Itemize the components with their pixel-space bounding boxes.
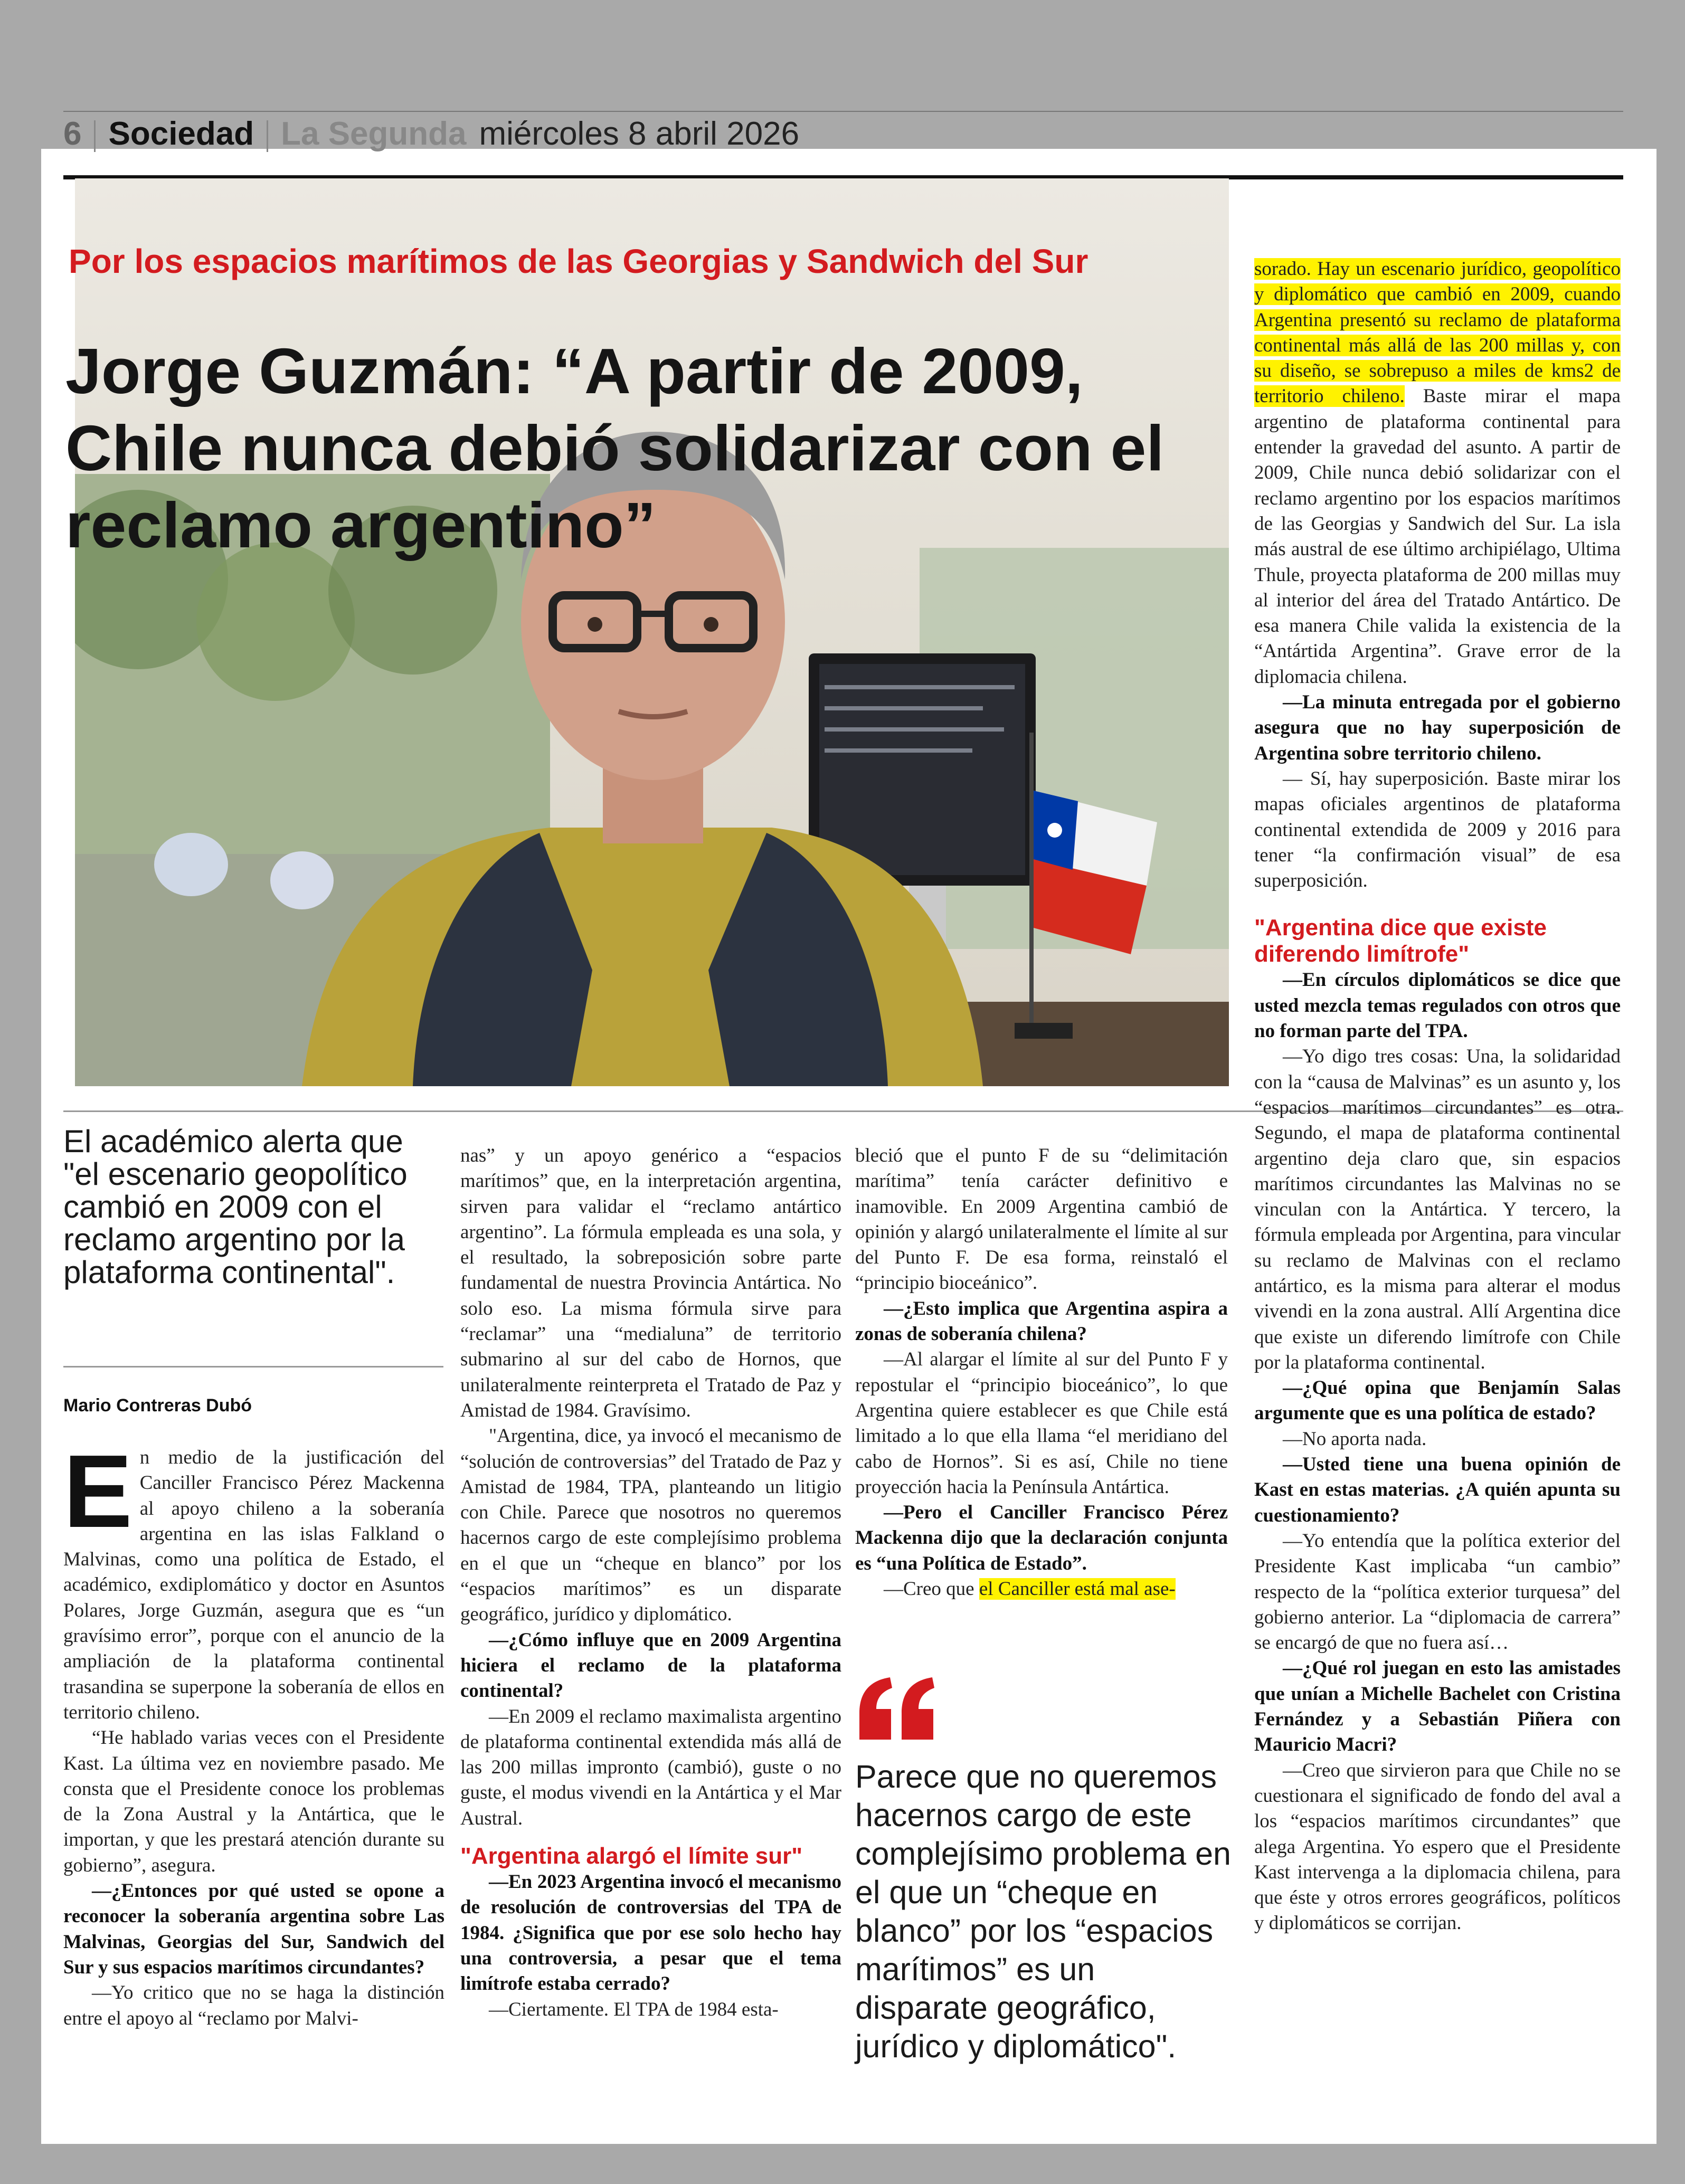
answer-start: —Creo que bbox=[884, 1578, 979, 1600]
text-column-3 bbox=[855, 1143, 1228, 1602]
text-column-2 bbox=[460, 1143, 841, 2022]
paragraph: bleció que el punto F de su “delimitación marítima” tenía carácter definitivo e inamovible. En 2009 Argentina cambió de opinión y alargó unilateralmente el límite al sur del Punto F. De esa forma, reinstaló el “principio bioceánico”. bbox=[855, 1145, 1228, 1294]
interview-question: —En 2023 Argentina invocó el mecanismo de resolución de controversias del TPA de 1984. ¿Significa que por ese solo hecho hay una controversia, a pesar que el tema limítrofe estaba cerrado? bbox=[460, 1871, 841, 1995]
article-kicker: Por los espacios marítimos de las Georgias y Sandwich del Sur bbox=[69, 242, 1088, 280]
paragraph bbox=[1254, 257, 1621, 690]
paragraph: —No aporta nada. bbox=[1283, 1428, 1427, 1450]
drop-cap: E bbox=[63, 1433, 132, 1549]
header-separator bbox=[94, 120, 96, 152]
vase bbox=[154, 833, 228, 896]
eye bbox=[704, 617, 718, 632]
subheading: "Argentina dice que existe diferendo limítrofe" bbox=[1254, 915, 1547, 967]
portrait-illustration bbox=[75, 178, 1229, 1086]
screen-text-line bbox=[825, 685, 1015, 689]
paragraph: — Sí, hay superposición. Baste mirar los mapas oficiales argentinos de plataforma continental extendida de 2009 y 2016 para tener “la confirmación visual” de esa superposición. bbox=[1254, 767, 1621, 892]
paragraph: —Creo que sirvieron para que Chile no se cuestionara el significado de fondo del aval a los “espacios marítimos circundantes” que alega Argentina. Yo espero que el Presidente Kast intervenga a la diplomacia chilena, para que éste y otros errores geográficos, políticos y diplomáticos se corrijan. bbox=[1254, 1759, 1621, 1934]
tree-foliage bbox=[196, 543, 355, 701]
interview-question: —Pero el Canciller Francisco Pérez Mackenna dijo que la declaración conjunta es “una Política de Estado”. bbox=[855, 1502, 1228, 1574]
paragraph: “He hablado varias veces con el Presidente Kast. La última vez en noviembre pasado. Me consta que el Presidente conoce los problemas de la Zona Austral y la Antártica, que le importan, y que les prestará atención durante su gobierno”, asegura. bbox=[63, 1727, 444, 1876]
paragraph: —En 2009 el reclamo maximalista argentino de plataforma continental extendida más allá de las 200 millas impronto (cambió), guste o no guste, el modus vivendi en la Antártica y el Mar Austral. bbox=[460, 1705, 841, 1829]
lead-text: n medio de la justificación del Canciller Francisco Pérez Mackenna al apoyo chileno a la soberanía argentina en las islas Falkland o Malvinas, como una política de Estado, el académico, exdiplomático y doctor en Asuntos Polares, Jorge Guzmán, asegura que es “un gravísimo error”, porque con el anuncio de la ampliación de la plataforma continental trasandina se superpone la soberanía de ellos en territorio chileno. bbox=[63, 1447, 444, 1723]
article-photo bbox=[75, 178, 1229, 1086]
header-separator bbox=[267, 120, 268, 152]
flag-pole bbox=[1029, 733, 1034, 1028]
paragraph-text: Baste mirar el mapa argentino de plataforma continental para entender la gravedad del asunto. A partir de 2009, Chile nunca debió solidarizar con el reclamo argentino por los espacios marítimos de las Georgias y Sandwich del Sur. La isla más austral de ese último archipiélago, Ultima Thule, proyecta plataforma de 200 millas muy al interior del área del Tratado Antártico. De esa manera Chile valida la existencia de la “Antártida Argentina”. Grave error de la diplomacia chilena. bbox=[1254, 385, 1621, 688]
paragraph: —Yo critico que no se haga la distinción entre el apoyo al “reclamo por Malvi- bbox=[63, 1982, 444, 2029]
monitor-screen bbox=[819, 664, 1025, 875]
text-column-1 bbox=[63, 1433, 444, 2031]
section-name: Sociedad bbox=[108, 116, 254, 152]
interview-question: —¿Entonces por qué usted se opone a reconocer la soberanía argentina sobre Las Malvinas, Georgias del Sur, Sandwich del Sur y sus espacios marítimos circundantes? bbox=[63, 1880, 444, 1978]
paragraph: —Al alargar el límite al sur del Punto F y repostular el “principio bioceánico”, lo que Argentina quiere establecer es que Chile está limitado a lo que ella llama “el meridiano del cabo de Hornos”. Si es así, Chile no tiene proyección hacia la Península Antártica. bbox=[855, 1349, 1228, 1498]
screen-text-line bbox=[825, 727, 1004, 732]
screen-text-line bbox=[825, 748, 972, 753]
highlighted-text: el Canciller está mal ase- bbox=[979, 1578, 1176, 1600]
eye bbox=[588, 617, 602, 632]
paragraph bbox=[855, 1577, 1228, 1602]
interview-question: —¿Cómo influye que en 2009 Argentina hiciera el reclamo de la plataforma continental? bbox=[460, 1629, 841, 1702]
interview-question: —En círculos diplomáticos se dice que usted mezcla temas regulados con otros que no forman parte del TPA. bbox=[1254, 969, 1621, 1042]
subheading: "Argentina alargó el límite sur" bbox=[460, 1843, 803, 1869]
lead-paragraph bbox=[63, 1433, 444, 1725]
interview-question: —Usted tiene una buena opinión de Kast en estas materias. ¿A quién apunta su cuestionamiento? bbox=[1254, 1454, 1621, 1526]
text-column-4 bbox=[1254, 257, 1621, 1936]
newspaper-brand: La Segunda bbox=[281, 116, 467, 152]
flag-base bbox=[1015, 1023, 1073, 1039]
vase bbox=[270, 851, 334, 909]
article-headline: Jorge Guzmán: “A partir de 2009, Chile nunca debió solidarizar con el reclamo argentino” bbox=[65, 335, 1165, 561]
deck-divider bbox=[63, 1366, 443, 1368]
byline: Mario Contreras Dubó bbox=[63, 1395, 252, 1416]
top-divider bbox=[63, 111, 1623, 112]
interview-question: —¿Qué rol juegan en esto las amistades que unían a Michelle Bachelet con Cristina Fernández y a Sebastián Piñera con Mauricio Macri? bbox=[1254, 1657, 1621, 1756]
interview-question: —¿Esto implica que Argentina aspira a zonas de soberanía chilena? bbox=[855, 1297, 1228, 1345]
interview-question: —¿Qué opina que Benjamín Salas argumente que es una política de estado? bbox=[1254, 1377, 1621, 1425]
interview-question: —La minuta entregada por el gobierno asegura que no hay superposición de Argentina sobre territorio chileno. bbox=[1254, 691, 1621, 764]
paragraph: —Yo entendía que la política exterior del Presidente Kast implicaba “un cambio” respecto de la “política exterior turquesa” del gobierno anterior. La “diplomacia de carrera” se encargó de que no fuera así… bbox=[1254, 1530, 1621, 1654]
highlighted-text: sorado. Hay un escenario jurídico, geopolítico y diplomático que cambió en 2009, cuando Argentina presentó su reclamo de plataforma continental más allá de las 200 millas y, con su diseño, se sobrepuso a miles de kms2 de territorio chileno. bbox=[1254, 258, 1621, 407]
screen-text-line bbox=[825, 706, 983, 710]
paragraph: —Yo digo tres cosas: Una, la solidaridad con la “causa de Malvinas” es un asunto y, los “espacios marítimos circundantes” es otra. Segundo, el mapa de plataforma continental argentino deja claro que, sin espacios marítimos circundantes las Malvinas no se vinculan con la Antártica. Y tercero, la fórmula empleada por Argentina, para vincular su reclamo de Malvinas con el reclamo antártico, es la misma para alterar el modus vivendi en la zona austral. Allí Argentina dice que existe un diferendo limítrofe con Chile por la plataforma continental. bbox=[1254, 1046, 1621, 1373]
quote-mark-icon bbox=[854, 1676, 939, 1745]
article-deck: El académico alerta que "el escenario geopolítico cambió en 2009 con el reclamo argentino por la plataforma continental". bbox=[63, 1124, 408, 1290]
issue-date: miércoles 8 abril 2026 bbox=[479, 116, 800, 152]
paragraph: nas” y un apoyo genérico a “espacios marítimos” que, en la interpretación argentina, sirven para validar el “reclamo antártico argentino”. La fórmula empleada es una sola, y el resultado, la sobreposición sobre parte fundamental de nuestra Provincia Antártica. No solo eso. La misma fórmula sirve para “reclamar” una “medialuna” de territorio submarino al sur del cabo de Hornos, que unilateralmente reinterpreta el Tratado de Paz y Amistad de 1984. Gravísimo. bbox=[460, 1145, 841, 1421]
page-number: 6 bbox=[63, 116, 82, 152]
paragraph: —Ciertamente. El TPA de 1984 esta- bbox=[489, 1998, 779, 2020]
page-header bbox=[63, 115, 799, 157]
paragraph: "Argentina, dice, ya invocó el mecanismo de “solución de controversias” del Tratado de Paz y Amistad de 1984, TPA, planteando un litigio con Chile. Parece que nosotros no queremos hacernos cargo de este complejísimo problema en el que un “cheque en blanco” por los “espacios marítimos” es un disparate geográfico, jurídico y diplomático. bbox=[460, 1425, 841, 1626]
pull-quote: Parece que no queremos hacernos cargo de este complejísimo problema en el que un “cheque en blanco” por los “espacios marítimos” es un disparate geográfico, jurídico y diplomático". bbox=[855, 1759, 1231, 2064]
